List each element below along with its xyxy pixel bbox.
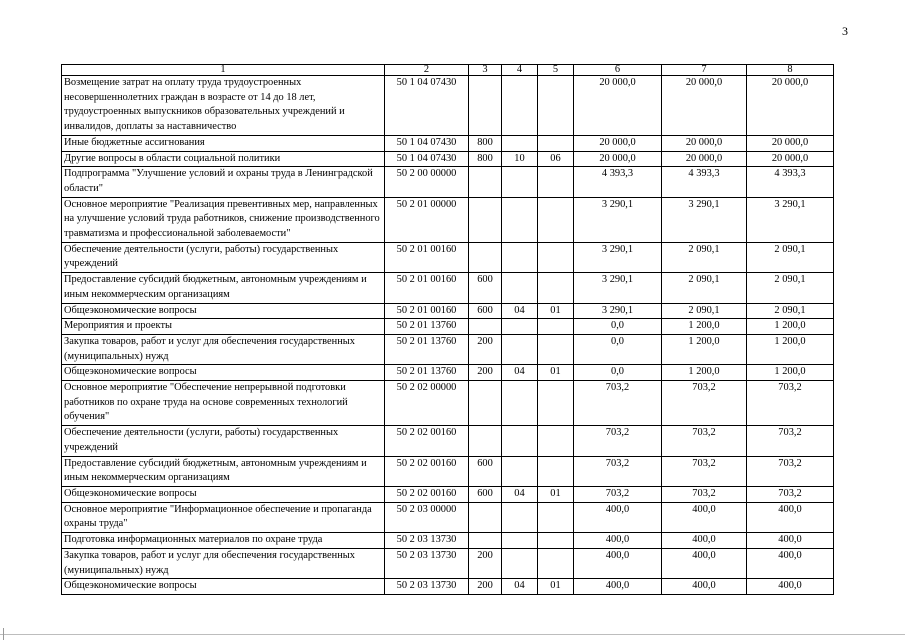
row-name-cell: Закупка товаров, работ и услуг для обеспечения государственных (муниципальных) нужд: [62, 548, 385, 578]
row-code-cell: 50 2 01 13760: [385, 319, 469, 335]
table-row: [62, 303, 834, 319]
row-value-col6-cell: 3 290,1: [574, 303, 662, 319]
row-code-cell: 50 2 03 13730: [385, 533, 469, 549]
row-code-cell: 50 2 01 13760: [385, 334, 469, 364]
col-header-2: 2: [385, 65, 469, 76]
row-subsection-cell: 01: [538, 579, 574, 595]
row-section-cell: [502, 197, 538, 242]
row-value-col8-cell: 20 000,0: [747, 151, 834, 167]
row-section-cell: 04: [502, 303, 538, 319]
row-subsection-cell: [538, 242, 574, 272]
row-expense-type-cell: [469, 502, 502, 532]
table-row: [62, 76, 834, 136]
row-code-cell: 50 2 02 00160: [385, 456, 469, 486]
row-subsection-cell: 01: [538, 486, 574, 502]
row-value-col7-cell: 1 200,0: [662, 365, 747, 381]
row-name-cell: Подготовка информационных материалов по охране труда: [62, 533, 385, 549]
row-value-col6-cell: 20 000,0: [574, 76, 662, 136]
row-value-col7-cell: 20 000,0: [662, 135, 747, 151]
row-name-cell: Общеэкономические вопросы: [62, 303, 385, 319]
table-body: [62, 65, 834, 595]
row-value-col8-cell: 400,0: [747, 579, 834, 595]
row-value-col8-cell: 4 393,3: [747, 167, 834, 197]
table-row: [62, 365, 834, 381]
row-value-col8-cell: 703,2: [747, 426, 834, 456]
row-subsection-cell: 01: [538, 365, 574, 381]
row-code-cell: 50 2 02 00160: [385, 486, 469, 502]
scan-edge-tick: [3, 628, 4, 640]
row-value-col6-cell: 20 000,0: [574, 151, 662, 167]
table-row: [62, 486, 834, 502]
col-header-7: 7: [662, 65, 747, 76]
row-value-col7-cell: 1 200,0: [662, 334, 747, 364]
row-value-col7-cell: 20 000,0: [662, 151, 747, 167]
row-section-cell: [502, 167, 538, 197]
row-name-cell: Общеэкономические вопросы: [62, 486, 385, 502]
budget-table: [61, 64, 834, 595]
row-code-cell: 50 2 03 13730: [385, 548, 469, 578]
table-row: [62, 135, 834, 151]
row-name-cell: Предоставление субсидий бюджетным, автономным учреждениям и иным некоммерческим организациям: [62, 273, 385, 303]
row-expense-type-cell: 200: [469, 548, 502, 578]
table-row: [62, 548, 834, 578]
row-value-col8-cell: 3 290,1: [747, 197, 834, 242]
page-number: 3: [842, 24, 848, 38]
row-subsection-cell: [538, 319, 574, 335]
row-code-cell: 50 1 04 07430: [385, 135, 469, 151]
row-expense-type-cell: 200: [469, 365, 502, 381]
col-header-8: 8: [747, 65, 834, 76]
col-header-1: 1: [62, 65, 385, 76]
table-row: [62, 502, 834, 532]
row-section-cell: [502, 334, 538, 364]
row-value-col6-cell: 703,2: [574, 486, 662, 502]
row-value-col8-cell: 2 090,1: [747, 303, 834, 319]
row-expense-type-cell: 600: [469, 486, 502, 502]
row-section-cell: [502, 319, 538, 335]
row-expense-type-cell: [469, 197, 502, 242]
row-code-cell: 50 2 03 00000: [385, 502, 469, 532]
row-code-cell: 50 2 01 00160: [385, 242, 469, 272]
row-value-col6-cell: 400,0: [574, 579, 662, 595]
table-row: [62, 273, 834, 303]
row-subsection-cell: [538, 533, 574, 549]
row-code-cell: 50 2 01 13760: [385, 365, 469, 381]
row-expense-type-cell: [469, 381, 502, 426]
row-value-col7-cell: 703,2: [662, 486, 747, 502]
row-value-col8-cell: 20 000,0: [747, 76, 834, 136]
row-value-col7-cell: 703,2: [662, 456, 747, 486]
row-code-cell: 50 2 01 00160: [385, 273, 469, 303]
row-section-cell: 10: [502, 151, 538, 167]
row-value-col8-cell: 2 090,1: [747, 242, 834, 272]
row-expense-type-cell: [469, 426, 502, 456]
row-expense-type-cell: [469, 319, 502, 335]
row-value-col8-cell: 400,0: [747, 502, 834, 532]
table-row: [62, 151, 834, 167]
row-name-cell: Предоставление субсидий бюджетным, автономным учреждениям и иным некоммерческим организациям: [62, 456, 385, 486]
row-value-col6-cell: 3 290,1: [574, 197, 662, 242]
row-value-col7-cell: 2 090,1: [662, 242, 747, 272]
row-subsection-cell: [538, 197, 574, 242]
col-header-6: 6: [574, 65, 662, 76]
table-row: [62, 579, 834, 595]
row-name-cell: Закупка товаров, работ и услуг для обеспечения государственных (муниципальных) нужд: [62, 334, 385, 364]
row-section-cell: [502, 502, 538, 532]
row-subsection-cell: [538, 167, 574, 197]
row-expense-type-cell: [469, 76, 502, 136]
row-name-cell: Основное мероприятие "Информационное обеспечение и пропаганда охраны труда": [62, 502, 385, 532]
row-value-col7-cell: 4 393,3: [662, 167, 747, 197]
row-value-col6-cell: 3 290,1: [574, 242, 662, 272]
row-value-col7-cell: 2 090,1: [662, 273, 747, 303]
row-section-cell: [502, 135, 538, 151]
row-name-cell: Общеэкономические вопросы: [62, 365, 385, 381]
row-subsection-cell: [538, 273, 574, 303]
row-value-col7-cell: 2 090,1: [662, 303, 747, 319]
row-subsection-cell: [538, 426, 574, 456]
row-value-col8-cell: 1 200,0: [747, 365, 834, 381]
row-section-cell: [502, 381, 538, 426]
table-row: [62, 319, 834, 335]
row-value-col8-cell: 703,2: [747, 486, 834, 502]
col-header-3: 3: [469, 65, 502, 76]
row-value-col8-cell: 20 000,0: [747, 135, 834, 151]
row-subsection-cell: 06: [538, 151, 574, 167]
row-expense-type-cell: 800: [469, 151, 502, 167]
row-expense-type-cell: 800: [469, 135, 502, 151]
row-section-cell: [502, 426, 538, 456]
row-section-cell: [502, 548, 538, 578]
row-code-cell: 50 2 01 00000: [385, 197, 469, 242]
row-subsection-cell: [538, 548, 574, 578]
row-value-col7-cell: 1 200,0: [662, 319, 747, 335]
row-expense-type-cell: 600: [469, 303, 502, 319]
scan-edge-line: [0, 628, 905, 640]
row-name-cell: Обеспечение деятельности (услуги, работы) государственных учреждений: [62, 426, 385, 456]
row-value-col6-cell: 703,2: [574, 426, 662, 456]
row-code-cell: 50 1 04 07430: [385, 76, 469, 136]
row-value-col8-cell: 703,2: [747, 456, 834, 486]
row-value-col8-cell: 1 200,0: [747, 334, 834, 364]
row-code-cell: 50 2 02 00160: [385, 426, 469, 456]
row-value-col6-cell: 400,0: [574, 502, 662, 532]
row-expense-type-cell: 600: [469, 273, 502, 303]
table-row: [62, 242, 834, 272]
row-value-col7-cell: 703,2: [662, 381, 747, 426]
table-row: [62, 456, 834, 486]
row-value-col8-cell: 400,0: [747, 533, 834, 549]
row-expense-type-cell: [469, 167, 502, 197]
row-subsection-cell: [538, 135, 574, 151]
table-row: [62, 426, 834, 456]
row-name-cell: Основное мероприятие "Реализация превентивных мер, направленных на улучшение условий труда работников, снижение производственного травматизма и профессиональной заболеваемости": [62, 197, 385, 242]
row-expense-type-cell: 600: [469, 456, 502, 486]
row-name-cell: Возмещение затрат на оплату труда трудоустроенных несовершеннолетних граждан в возрасте от 14 до 18 лет, трудоустроенных выпускников образовательных учреждений и инвалидов, доплаты за наставничество: [62, 76, 385, 136]
table-row: [62, 334, 834, 364]
row-value-col8-cell: 2 090,1: [747, 273, 834, 303]
row-name-cell: Мероприятия и проекты: [62, 319, 385, 335]
row-name-cell: Основное мероприятие "Обеспечение непрерывной подготовки работников по охране труда на основе современных технологий обучения": [62, 381, 385, 426]
row-value-col6-cell: 3 290,1: [574, 273, 662, 303]
row-value-col7-cell: 3 290,1: [662, 197, 747, 242]
row-section-cell: [502, 242, 538, 272]
row-value-col7-cell: 400,0: [662, 579, 747, 595]
table-row: [62, 167, 834, 197]
row-value-col6-cell: 400,0: [574, 533, 662, 549]
row-name-cell: Обеспечение деятельности (услуги, работы) государственных учреждений: [62, 242, 385, 272]
table-row: [62, 197, 834, 242]
row-value-col6-cell: 0,0: [574, 334, 662, 364]
row-value-col7-cell: 400,0: [662, 533, 747, 549]
row-value-col6-cell: 20 000,0: [574, 135, 662, 151]
row-value-col8-cell: 703,2: [747, 381, 834, 426]
row-section-cell: [502, 533, 538, 549]
row-value-col7-cell: 400,0: [662, 548, 747, 578]
table-row: [62, 381, 834, 426]
row-name-cell: Общеэкономические вопросы: [62, 579, 385, 595]
row-subsection-cell: [538, 381, 574, 426]
row-subsection-cell: [538, 456, 574, 486]
table-row: [62, 533, 834, 549]
row-section-cell: 04: [502, 365, 538, 381]
col-header-4: 4: [502, 65, 538, 76]
row-code-cell: 50 1 04 07430: [385, 151, 469, 167]
row-value-col6-cell: 703,2: [574, 456, 662, 486]
row-section-cell: [502, 456, 538, 486]
row-name-cell: Иные бюджетные ассигнования: [62, 135, 385, 151]
row-expense-type-cell: 200: [469, 334, 502, 364]
row-value-col7-cell: 400,0: [662, 502, 747, 532]
row-name-cell: Подпрограмма "Улучшение условий и охраны труда в Ленинградской области": [62, 167, 385, 197]
row-value-col7-cell: 20 000,0: [662, 76, 747, 136]
row-name-cell: Другие вопросы в области социальной политики: [62, 151, 385, 167]
row-value-col6-cell: 400,0: [574, 548, 662, 578]
row-value-col6-cell: 4 393,3: [574, 167, 662, 197]
row-code-cell: 50 2 00 00000: [385, 167, 469, 197]
row-subsection-cell: [538, 502, 574, 532]
row-code-cell: 50 2 03 13730: [385, 579, 469, 595]
row-expense-type-cell: 200: [469, 579, 502, 595]
row-value-col8-cell: 400,0: [747, 548, 834, 578]
row-value-col6-cell: 703,2: [574, 381, 662, 426]
row-subsection-cell: 01: [538, 303, 574, 319]
row-subsection-cell: [538, 76, 574, 136]
col-header-5: 5: [538, 65, 574, 76]
row-expense-type-cell: [469, 242, 502, 272]
scan-edge-bar: [0, 634, 905, 635]
row-expense-type-cell: [469, 533, 502, 549]
row-section-cell: [502, 273, 538, 303]
table-header-row: [62, 65, 834, 76]
row-code-cell: 50 2 02 00000: [385, 381, 469, 426]
row-section-cell: 04: [502, 579, 538, 595]
row-section-cell: 04: [502, 486, 538, 502]
row-subsection-cell: [538, 334, 574, 364]
row-value-col8-cell: 1 200,0: [747, 319, 834, 335]
row-section-cell: [502, 76, 538, 136]
row-value-col6-cell: 0,0: [574, 365, 662, 381]
row-value-col6-cell: 0,0: [574, 319, 662, 335]
row-code-cell: 50 2 01 00160: [385, 303, 469, 319]
row-value-col7-cell: 703,2: [662, 426, 747, 456]
